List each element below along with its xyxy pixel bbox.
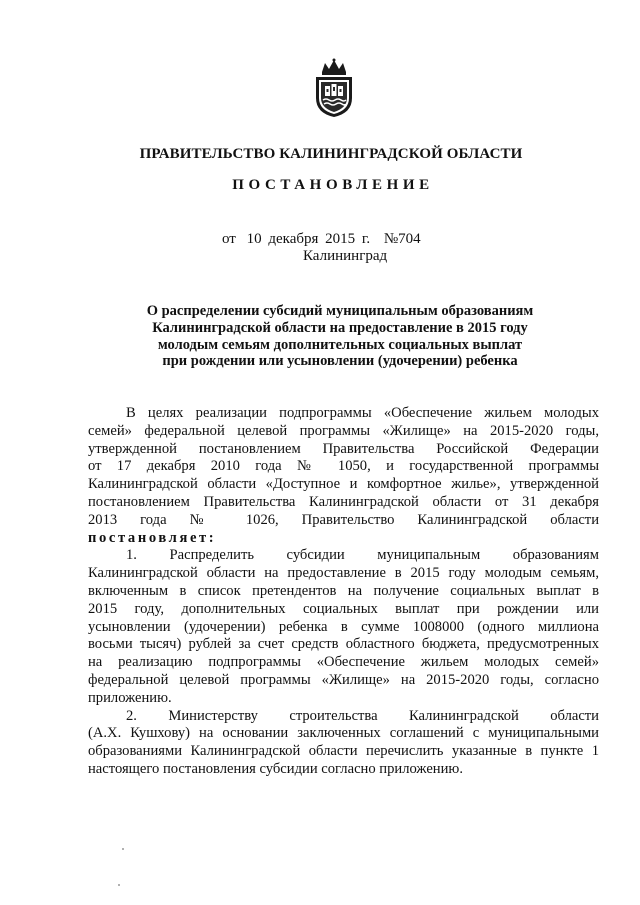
preamble-line: Калининградской области «Доступное и комфортное жилье», утвержденной xyxy=(88,476,599,493)
item-1-line: на реализацию подпрограммы «Обеспечение жильем молодых семей» xyxy=(88,654,599,671)
preamble-line: от 17 декабря 2010 года № 1050, и государственной программы xyxy=(88,458,599,475)
date-prefix: от xyxy=(222,231,236,247)
preamble-line: утвержденной постановлением Правительства Российской Федерации xyxy=(88,440,599,457)
item-1-line: 1. Распределить субсидии муниципальным образованиям xyxy=(126,547,599,564)
document-body xyxy=(88,405,599,779)
item-1-line: включенным в список претендентов на получение социальных выплат в xyxy=(88,582,599,599)
document-city: Калининград xyxy=(303,248,388,264)
preamble-line: постановлением Правительства Калининградской области от 31 декабря xyxy=(88,493,599,510)
document-date: 10 декабря 2015 г. xyxy=(246,231,371,247)
date-line xyxy=(222,231,421,248)
scan-speck xyxy=(118,884,120,886)
item-2-line: (А.Х. Кушхову) на основании заключенных соглашений с муниципальными xyxy=(88,725,599,742)
item-1-line: Калининградской области на предоставление в 2015 году молодым семьям, xyxy=(88,565,599,582)
government-title: ПРАВИТЕЛЬСТВО КАЛИНИНГРАДСКОЙ ОБЛАСТИ xyxy=(139,146,523,162)
subject-line: молодым семьям дополнительных социальных выплат xyxy=(157,336,523,353)
preamble-line: В целях реализации подпрограммы «Обеспечение жильем молодых xyxy=(126,405,599,421)
subject-line: Калининградской области на предоставление в 2015 году xyxy=(152,319,528,336)
item-1-line: усыновлении (удочерении) ребенка в сумме 1008000 (одного миллиона xyxy=(88,618,599,635)
item-2-line: образованиями Калининградской области перечислить указанные в пункте 1 xyxy=(88,743,599,760)
item-2-line: настоящего постановления субсидии согласно приложению. xyxy=(88,760,463,777)
item-1-line: восьми тысяч) рублей за счет средств областного бюджета, предусмотренных xyxy=(88,636,599,653)
scan-speck xyxy=(122,848,124,850)
item-2-line: 2. Министерству строительства Калининградской области xyxy=(126,707,599,724)
subject-line: при рождении или усыновлении (удочерении) ребенка xyxy=(162,353,518,370)
item-1-line: федеральной целевой программы «Жилище» на 2015-2020 годы, согласно xyxy=(88,671,599,688)
coat-of-arms-emblem xyxy=(313,58,355,118)
resolves-word: постановляет: xyxy=(88,529,217,546)
preamble-line: 2013 года № 1026, Правительство Калининградской области xyxy=(88,511,599,528)
preamble-line: семей» федеральной целевой программы «Жилище» на 2015-2020 годы, xyxy=(88,422,599,439)
subject-line: О распределении субсидий муниципальным образованиям xyxy=(146,303,534,319)
item-1-line: приложению. xyxy=(88,689,172,706)
item-1-line: 2015 году, дополнительных социальных выплат при рождении или xyxy=(88,600,599,617)
document-number: №704 xyxy=(383,231,421,247)
document-subject xyxy=(120,303,560,370)
document-type: ПОСТАНОВЛЕНИЕ xyxy=(232,177,434,193)
